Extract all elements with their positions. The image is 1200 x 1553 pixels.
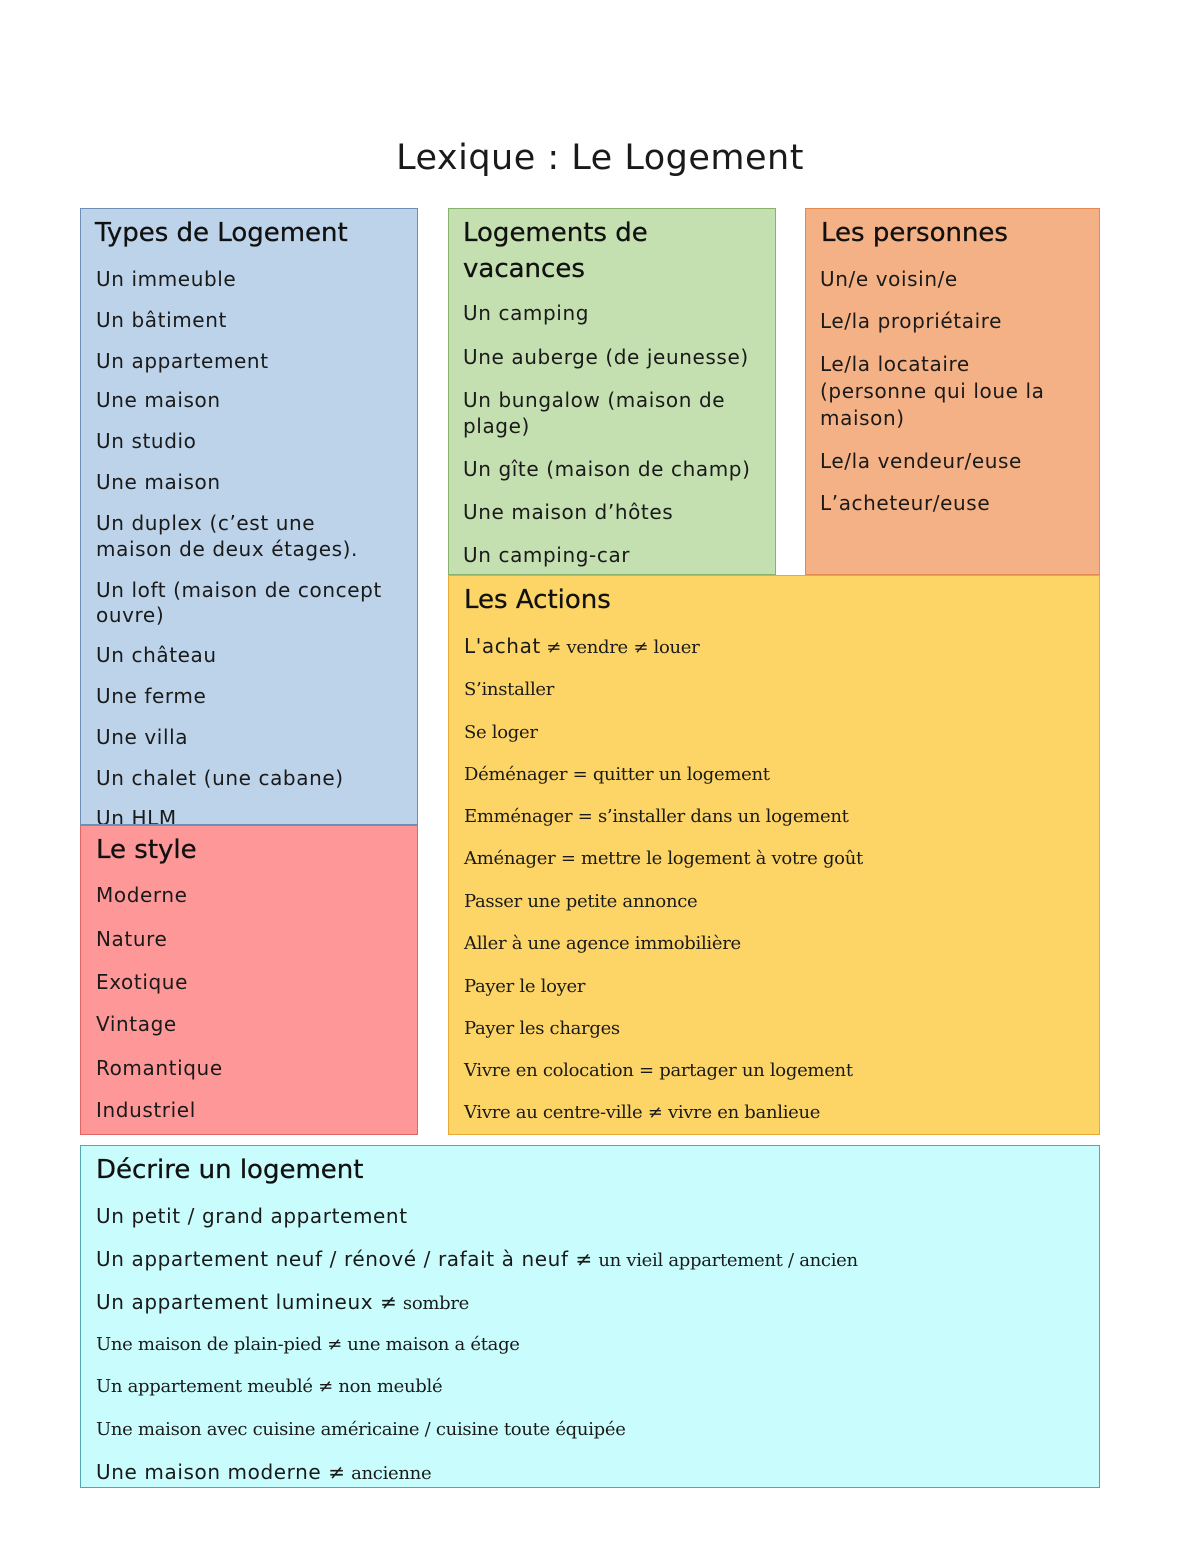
decrire-logement-box — [80, 1145, 1100, 1488]
list-item: Une ferme — [96, 684, 207, 708]
list-item: Un chalet (une cabane) — [96, 766, 344, 790]
list-item: Nature — [96, 927, 168, 951]
list-item: Exotique — [96, 970, 188, 994]
list-item: Déménager = quitter un logement — [464, 764, 770, 785]
list-item: Se loger — [464, 722, 538, 743]
achat-word: L'achat — [464, 634, 541, 658]
personnes-heading: Les personnes — [821, 218, 1008, 248]
line-part: ancienne — [345, 1463, 432, 1484]
vacances-heading-line2: vacances — [463, 254, 585, 284]
line-part: Un appartement neuf / rénové / rafait à neuf ≠ — [96, 1247, 593, 1271]
line-part: sombre — [397, 1293, 470, 1314]
list-item: Vivre au centre-ville ≠ vivre en banlieue — [464, 1102, 821, 1123]
list-item: plage) — [463, 414, 530, 438]
line-part: un vieil appartement / ancien — [592, 1250, 858, 1271]
list-item: maison) — [820, 406, 905, 430]
list-item: Aller à une agence immobilière — [464, 933, 741, 954]
logements-vacances-box — [448, 208, 776, 575]
list-item: Un château — [96, 643, 217, 667]
list-item: Un petit / grand appartement — [96, 1204, 408, 1228]
list-item: S’installer — [464, 679, 555, 700]
list-item — [96, 1290, 469, 1314]
list-item: Une maison d’hôtes — [463, 500, 674, 524]
list-item: Passer une petite annonce — [464, 891, 698, 912]
types-de-logement-box — [80, 208, 418, 825]
list-item: Une maison — [96, 470, 221, 494]
list-item: Payer les charges — [464, 1018, 620, 1039]
actions-heading: Les Actions — [464, 585, 611, 615]
page-title: Lexique : Le Logement — [396, 138, 804, 178]
vacances-heading-line1: Logements de — [463, 218, 648, 248]
list-item: Une maison — [96, 388, 221, 412]
decrire-heading: Décrire un logement — [96, 1155, 364, 1185]
list-item: Un camping-car — [463, 543, 631, 567]
style-heading: Le style — [96, 835, 197, 865]
list-item: Aménager = mettre le logement à votre goût — [464, 848, 863, 869]
list-item: Un appartement — [96, 349, 269, 373]
list-item: Un HLM — [96, 806, 177, 825]
list-item — [96, 1460, 431, 1484]
list-item: Moderne — [96, 883, 188, 907]
list-item: Vivre en colocation = partager un logement — [464, 1060, 853, 1081]
list-item: Une auberge (de jeunesse) — [463, 345, 749, 369]
list-item: Un studio — [96, 429, 197, 453]
list-item: Emménager = s’installer dans un logement — [464, 806, 849, 827]
list-item: Un camping — [463, 301, 590, 325]
list-item: Un appartement meublé ≠ non meublé — [96, 1376, 443, 1397]
list-item: Une villa — [96, 725, 189, 749]
achat-rest: ≠ vendre ≠ louer — [540, 637, 700, 658]
list-item: Vintage — [96, 1012, 177, 1036]
list-item: Un bungalow (maison de — [463, 388, 726, 412]
les-actions-box — [448, 575, 1100, 1135]
list-item: L’acheteur/euse — [820, 491, 991, 515]
list-item: Un immeuble — [96, 267, 237, 291]
list-item: Un loft (maison de concept — [96, 578, 382, 602]
list-item: Un duplex (c’est une — [96, 511, 316, 535]
list-item: Une maison avec cuisine américaine / cuisine toute équipée — [96, 1419, 626, 1440]
types-heading: Types de Logement — [95, 218, 348, 248]
list-item — [464, 634, 699, 658]
list-item — [96, 1247, 858, 1271]
list-item: Romantique — [96, 1056, 223, 1080]
list-item: Un/e voisin/e — [820, 267, 958, 291]
list-item: maison de deux étages). — [96, 537, 358, 561]
list-item: Un gîte (maison de champ) — [463, 457, 751, 481]
list-item: Le/la vendeur/euse — [820, 449, 1022, 473]
les-personnes-box — [805, 208, 1100, 575]
list-item: Industriel — [96, 1098, 196, 1122]
list-item: Le/la locataire — [820, 352, 970, 376]
le-style-box — [80, 825, 418, 1135]
list-item: Payer le loyer — [464, 976, 586, 997]
list-item: (personne qui loue la — [820, 379, 1045, 403]
line-part: Une maison moderne ≠ — [96, 1460, 346, 1484]
list-item: Une maison de plain-pied ≠ une maison a étage — [96, 1334, 520, 1355]
line-part: Un appartement lumineux ≠ — [96, 1290, 398, 1314]
list-item: Le/la propriétaire — [820, 309, 1003, 333]
list-item: Un bâtiment — [96, 308, 227, 332]
list-item: ouvre) — [96, 603, 165, 627]
